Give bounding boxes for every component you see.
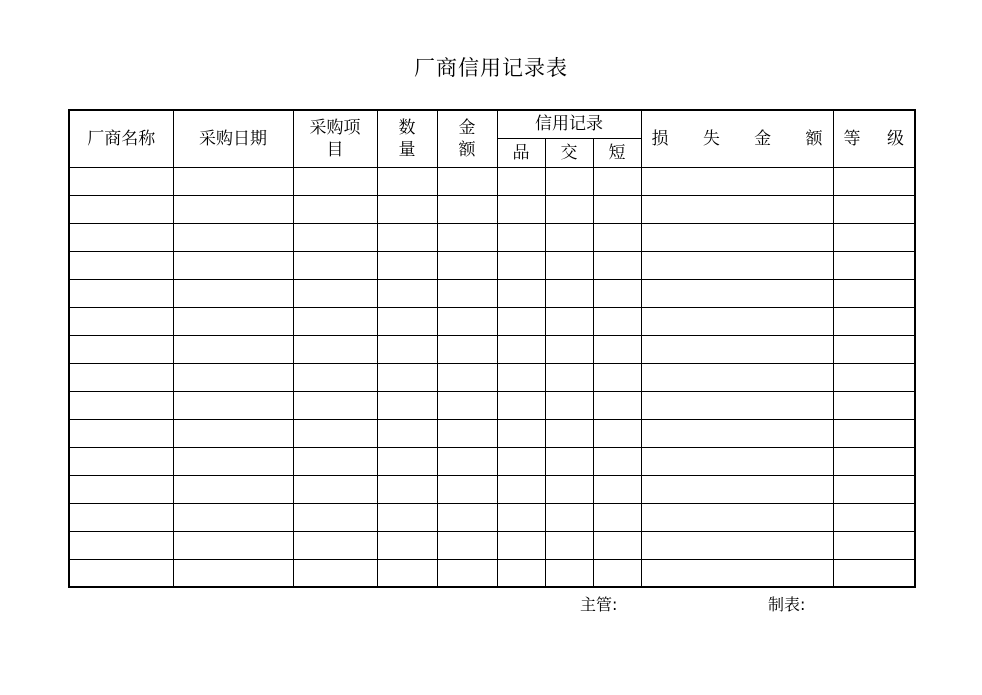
cell-credit-shortage[interactable] — [593, 307, 641, 335]
cell-amount[interactable] — [437, 559, 497, 587]
cell-quantity[interactable] — [377, 391, 437, 419]
header-amount-line2: 额 — [458, 139, 476, 160]
preparer-label: 制表: — [768, 595, 806, 614]
cell-loss-amount[interactable] — [641, 195, 833, 223]
table-row — [69, 195, 915, 223]
header-credit-sub-delivery: 交 — [545, 138, 593, 167]
cell-credit-shortage[interactable] — [593, 167, 641, 195]
cell-loss-amount[interactable] — [641, 307, 833, 335]
cell-credit-delivery[interactable] — [545, 195, 593, 223]
cell-quantity[interactable] — [377, 531, 437, 559]
cell-credit-goods[interactable] — [497, 195, 545, 223]
cell-vendor-name[interactable] — [69, 419, 173, 447]
cell-purchase-date[interactable] — [173, 251, 293, 279]
cell-credit-goods[interactable] — [497, 335, 545, 363]
cell-amount[interactable] — [437, 307, 497, 335]
cell-credit-delivery[interactable] — [545, 167, 593, 195]
cell-loss-amount[interactable] — [641, 223, 833, 251]
header-credit-sub-goods: 品 — [497, 138, 545, 167]
cell-amount[interactable] — [437, 335, 497, 363]
cell-vendor-name[interactable] — [69, 391, 173, 419]
table-row — [69, 363, 915, 391]
header-vendor-name: 厂商名称 — [69, 110, 173, 167]
cell-vendor-name[interactable] — [69, 475, 173, 503]
cell-purchase-item[interactable] — [293, 223, 377, 251]
cell-credit-delivery[interactable] — [545, 223, 593, 251]
table-row — [69, 307, 915, 335]
cell-purchase-item[interactable] — [293, 531, 377, 559]
cell-vendor-name[interactable] — [69, 335, 173, 363]
cell-credit-shortage[interactable] — [593, 251, 641, 279]
cell-purchase-date[interactable] — [173, 475, 293, 503]
cell-purchase-date[interactable] — [173, 391, 293, 419]
header-grade-char1: 等 — [843, 128, 861, 149]
cell-grade[interactable] — [833, 391, 915, 419]
cell-credit-goods[interactable] — [497, 447, 545, 475]
table-row — [69, 251, 915, 279]
cell-loss-amount[interactable] — [641, 447, 833, 475]
cell-grade[interactable] — [833, 335, 915, 363]
table-row — [69, 335, 915, 363]
cell-grade[interactable] — [833, 531, 915, 559]
header-loss-amount-char3: 金 — [754, 128, 772, 149]
cell-grade[interactable] — [833, 195, 915, 223]
cell-credit-goods[interactable] — [497, 531, 545, 559]
cell-grade[interactable] — [833, 223, 915, 251]
cell-grade[interactable] — [833, 447, 915, 475]
cell-grade[interactable] — [833, 363, 915, 391]
cell-purchase-date[interactable] — [173, 419, 293, 447]
cell-amount[interactable] — [437, 251, 497, 279]
cell-purchase-item[interactable] — [293, 335, 377, 363]
cell-grade[interactable] — [833, 167, 915, 195]
cell-credit-shortage[interactable] — [593, 447, 641, 475]
cell-purchase-date[interactable] — [173, 363, 293, 391]
cell-purchase-item[interactable] — [293, 475, 377, 503]
cell-loss-amount[interactable] — [641, 391, 833, 419]
cell-purchase-item[interactable] — [293, 279, 377, 307]
cell-purchase-item[interactable] — [293, 167, 377, 195]
cell-quantity[interactable] — [377, 251, 437, 279]
cell-loss-amount[interactable] — [641, 503, 833, 531]
credit-record-table — [68, 109, 916, 588]
table-row — [69, 531, 915, 559]
cell-credit-shortage[interactable] — [593, 195, 641, 223]
cell-credit-delivery[interactable] — [545, 335, 593, 363]
cell-credit-goods[interactable] — [497, 251, 545, 279]
cell-quantity[interactable] — [377, 419, 437, 447]
cell-amount[interactable] — [437, 223, 497, 251]
cell-credit-shortage[interactable] — [593, 363, 641, 391]
header-credit-sub-shortage: 短 — [593, 138, 641, 167]
cell-credit-goods[interactable] — [497, 559, 545, 587]
cell-credit-delivery[interactable] — [545, 559, 593, 587]
cell-purchase-date[interactable] — [173, 307, 293, 335]
cell-grade[interactable] — [833, 475, 915, 503]
table-row — [69, 503, 915, 531]
cell-credit-goods[interactable] — [497, 307, 545, 335]
cell-vendor-name[interactable] — [69, 363, 173, 391]
cell-credit-delivery[interactable] — [545, 447, 593, 475]
header-grade-char2: 级 — [887, 128, 904, 149]
header-loss-amount-char1: 损 — [651, 128, 669, 149]
cell-vendor-name[interactable] — [69, 279, 173, 307]
cell-grade[interactable] — [833, 419, 915, 447]
cell-credit-shortage[interactable] — [593, 475, 641, 503]
cell-amount[interactable] — [437, 503, 497, 531]
cell-quantity[interactable] — [377, 363, 437, 391]
header-purchase-date: 采购日期 — [173, 110, 293, 167]
cell-amount[interactable] — [437, 447, 497, 475]
header-amount-line1: 金 — [458, 117, 476, 138]
cell-quantity[interactable] — [377, 167, 437, 195]
cell-loss-amount[interactable] — [641, 559, 833, 587]
cell-credit-delivery[interactable] — [545, 531, 593, 559]
cell-purchase-item[interactable] — [293, 251, 377, 279]
cell-vendor-name[interactable] — [69, 559, 173, 587]
table-row — [69, 447, 915, 475]
header-quantity-line2: 量 — [398, 139, 416, 160]
header-purchase-item-line1: 采购项 — [309, 117, 361, 138]
cell-amount[interactable] — [437, 195, 497, 223]
cell-vendor-name[interactable] — [69, 307, 173, 335]
cell-vendor-name[interactable] — [69, 503, 173, 531]
header-purchase-item-line2: 目 — [326, 139, 344, 160]
cell-grade[interactable] — [833, 559, 915, 587]
cell-credit-shortage[interactable] — [593, 335, 641, 363]
cell-amount[interactable] — [437, 279, 497, 307]
header-grade — [833, 110, 915, 167]
cell-purchase-item[interactable] — [293, 363, 377, 391]
cell-purchase-date[interactable] — [173, 531, 293, 559]
cell-purchase-date[interactable] — [173, 195, 293, 223]
cell-credit-delivery[interactable] — [545, 419, 593, 447]
cell-loss-amount[interactable] — [641, 475, 833, 503]
cell-quantity[interactable] — [377, 559, 437, 587]
cell-vendor-name[interactable] — [69, 251, 173, 279]
cell-purchase-item[interactable] — [293, 447, 377, 475]
cell-purchase-date[interactable] — [173, 559, 293, 587]
cell-purchase-item[interactable] — [293, 307, 377, 335]
cell-vendor-name[interactable] — [69, 531, 173, 559]
cell-grade[interactable] — [833, 503, 915, 531]
cell-purchase-item[interactable] — [293, 391, 377, 419]
header-quantity-line1: 数 — [398, 117, 416, 138]
cell-credit-delivery[interactable] — [545, 363, 593, 391]
cell-purchase-item[interactable] — [293, 503, 377, 531]
cell-loss-amount[interactable] — [641, 167, 833, 195]
cell-loss-amount[interactable] — [641, 251, 833, 279]
cell-loss-amount[interactable] — [641, 363, 833, 391]
cell-credit-shortage[interactable] — [593, 559, 641, 587]
cell-credit-delivery[interactable] — [545, 391, 593, 419]
cell-purchase-date[interactable] — [173, 503, 293, 531]
cell-grade[interactable] — [833, 279, 915, 307]
cell-purchase-date[interactable] — [173, 447, 293, 475]
cell-credit-delivery[interactable] — [545, 503, 593, 531]
cell-credit-delivery[interactable] — [545, 307, 593, 335]
page-title: 厂商信用记录表 — [414, 56, 568, 80]
cell-purchase-date[interactable] — [173, 223, 293, 251]
cell-amount[interactable] — [437, 363, 497, 391]
cell-credit-shortage[interactable] — [593, 503, 641, 531]
cell-quantity[interactable] — [377, 447, 437, 475]
table-row — [69, 559, 915, 587]
cell-amount[interactable] — [437, 531, 497, 559]
cell-credit-goods[interactable] — [497, 391, 545, 419]
cell-loss-amount[interactable] — [641, 419, 833, 447]
cell-vendor-name[interactable] — [69, 167, 173, 195]
header-loss-amount-char4: 额 — [805, 128, 823, 149]
table-row — [69, 279, 915, 307]
cell-quantity[interactable] — [377, 195, 437, 223]
cell-credit-goods[interactable] — [497, 279, 545, 307]
cell-credit-goods[interactable] — [497, 167, 545, 195]
cell-vendor-name[interactable] — [69, 195, 173, 223]
cell-purchase-item[interactable] — [293, 559, 377, 587]
supervisor-label: 主管: — [580, 595, 618, 614]
cell-quantity[interactable] — [377, 335, 437, 363]
cell-purchase-item[interactable] — [293, 419, 377, 447]
cell-loss-amount[interactable] — [641, 531, 833, 559]
cell-grade[interactable] — [833, 307, 915, 335]
table-row — [69, 223, 915, 251]
cell-credit-delivery[interactable] — [545, 279, 593, 307]
cell-vendor-name[interactable] — [69, 223, 173, 251]
cell-quantity[interactable] — [377, 279, 437, 307]
header-credit-record: 信用记录 — [497, 110, 641, 138]
cell-credit-delivery[interactable] — [545, 251, 593, 279]
cell-purchase-date[interactable] — [173, 167, 293, 195]
table-row — [69, 475, 915, 503]
cell-purchase-item[interactable] — [293, 195, 377, 223]
cell-amount[interactable] — [437, 391, 497, 419]
table-row — [69, 391, 915, 419]
cell-amount[interactable] — [437, 475, 497, 503]
header-quantity — [377, 110, 437, 167]
cell-grade[interactable] — [833, 251, 915, 279]
cell-quantity[interactable] — [377, 307, 437, 335]
cell-credit-goods[interactable] — [497, 475, 545, 503]
cell-credit-shortage[interactable] — [593, 279, 641, 307]
header-row-1 — [69, 110, 915, 138]
cell-credit-shortage[interactable] — [593, 391, 641, 419]
cell-amount[interactable] — [437, 419, 497, 447]
cell-credit-goods[interactable] — [497, 419, 545, 447]
cell-credit-goods[interactable] — [497, 503, 545, 531]
cell-loss-amount[interactable] — [641, 335, 833, 363]
cell-credit-delivery[interactable] — [545, 475, 593, 503]
cell-quantity[interactable] — [377, 503, 437, 531]
cell-loss-amount[interactable] — [641, 279, 833, 307]
header-loss-amount-char2: 失 — [702, 128, 720, 149]
header-purchase-item — [293, 110, 377, 167]
header-amount — [437, 110, 497, 167]
cell-amount[interactable] — [437, 167, 497, 195]
cell-credit-goods[interactable] — [497, 223, 545, 251]
header-loss-amount — [641, 110, 833, 167]
cell-purchase-date[interactable] — [173, 335, 293, 363]
cell-quantity[interactable] — [377, 223, 437, 251]
cell-quantity[interactable] — [377, 475, 437, 503]
cell-credit-shortage[interactable] — [593, 531, 641, 559]
cell-credit-shortage[interactable] — [593, 223, 641, 251]
cell-purchase-date[interactable] — [173, 279, 293, 307]
cell-vendor-name[interactable] — [69, 447, 173, 475]
cell-credit-shortage[interactable] — [593, 419, 641, 447]
cell-credit-goods[interactable] — [497, 363, 545, 391]
table-row — [69, 167, 915, 195]
table-row — [69, 419, 915, 447]
